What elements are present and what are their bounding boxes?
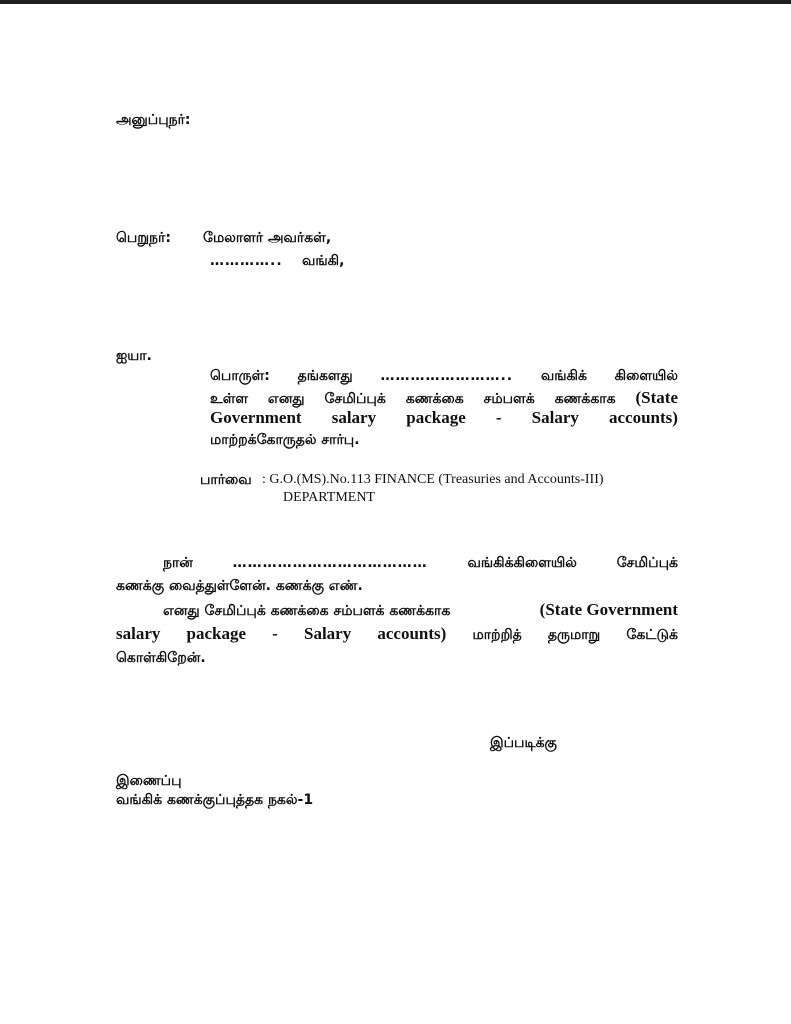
enclosure-label: இணைப்பு — [116, 773, 182, 789]
body-word: package — [186, 624, 247, 643]
subject-word: கிளையில் — [614, 368, 678, 384]
top-edge-bar — [0, 0, 791, 4]
to-bank-label: வங்கி, — [302, 253, 345, 269]
subject-line-4: மாற்றக்கோருதல் சார்பு. — [210, 432, 360, 448]
subject-word: accounts) — [609, 408, 678, 427]
reference-label: பார்வை — [200, 472, 252, 488]
subject-word: - — [495, 408, 502, 427]
body-line-2: கணக்கு வைத்துள்ளேன். கணக்கு எண். — [116, 578, 363, 594]
to-recipient: மேலாளர் அவர்கள், — [203, 230, 332, 246]
reference-text-line-2: DEPARTMENT — [283, 490, 375, 505]
subject-line-2 — [210, 388, 678, 409]
reference-text: : G.O.(MS).No.113 FINANCE (Treasuries and Accounts-III) — [262, 472, 604, 487]
to-label: பெறுநர்: — [116, 230, 171, 246]
body-word: salary — [116, 624, 161, 643]
subject-line-3 — [210, 408, 678, 428]
subject-word: எனது — [267, 391, 305, 407]
subject-word: வங்கிக் — [540, 368, 587, 384]
body-word: நான் — [163, 555, 193, 571]
subject-word: package — [406, 408, 466, 427]
subject-word: உள்ள — [210, 391, 248, 407]
body-blank: ………………………………… — [232, 555, 428, 571]
body-word: - — [272, 624, 278, 643]
salutation: ஐயா. — [116, 348, 152, 364]
subject-blank: …………………….. — [380, 368, 514, 384]
subject-word: (State — [635, 388, 678, 407]
from-label: அனுப்புநர்: — [116, 112, 191, 128]
body-line-5: கொள்கிறேன். — [116, 650, 206, 666]
body-word: accounts) — [377, 624, 447, 643]
subject-word: Government — [210, 408, 302, 427]
body-line-4 — [116, 624, 678, 645]
body-word: வங்கிக்கிளையில் — [467, 555, 577, 571]
subject-word: கணக்கை — [405, 391, 464, 407]
subject-word: Salary — [531, 408, 579, 427]
enclosure-item: வங்கிக் கணக்குப்புத்தக நகல்-1 — [116, 792, 314, 808]
body-word: சேமிப்புக் — [616, 555, 678, 571]
subject-word: salary — [331, 408, 377, 427]
body-word: Salary — [303, 624, 352, 643]
to-bank-blank: ………….. — [210, 253, 283, 269]
subject-word: சேமிப்புக் — [324, 391, 386, 407]
body-word: எனது சேமிப்புக் கணக்கை சம்பளக் கணக்காக — [163, 603, 451, 619]
subject-word: கணக்காக — [554, 391, 616, 407]
closing: இப்படிக்கு — [490, 735, 557, 751]
body-word: (State Government — [539, 600, 678, 619]
subject-label: பொருள்: — [210, 368, 270, 384]
body-word: கேட்டுக் — [626, 627, 678, 643]
body-word: தருமாறு — [547, 627, 601, 643]
subject-word: தங்களது — [297, 368, 353, 384]
subject-line-1 — [210, 368, 678, 386]
body-word: மாற்றித் — [472, 627, 522, 643]
body-line-3 — [163, 600, 678, 621]
body-line-1 — [163, 555, 678, 573]
subject-word: சம்பளக் — [483, 391, 535, 407]
